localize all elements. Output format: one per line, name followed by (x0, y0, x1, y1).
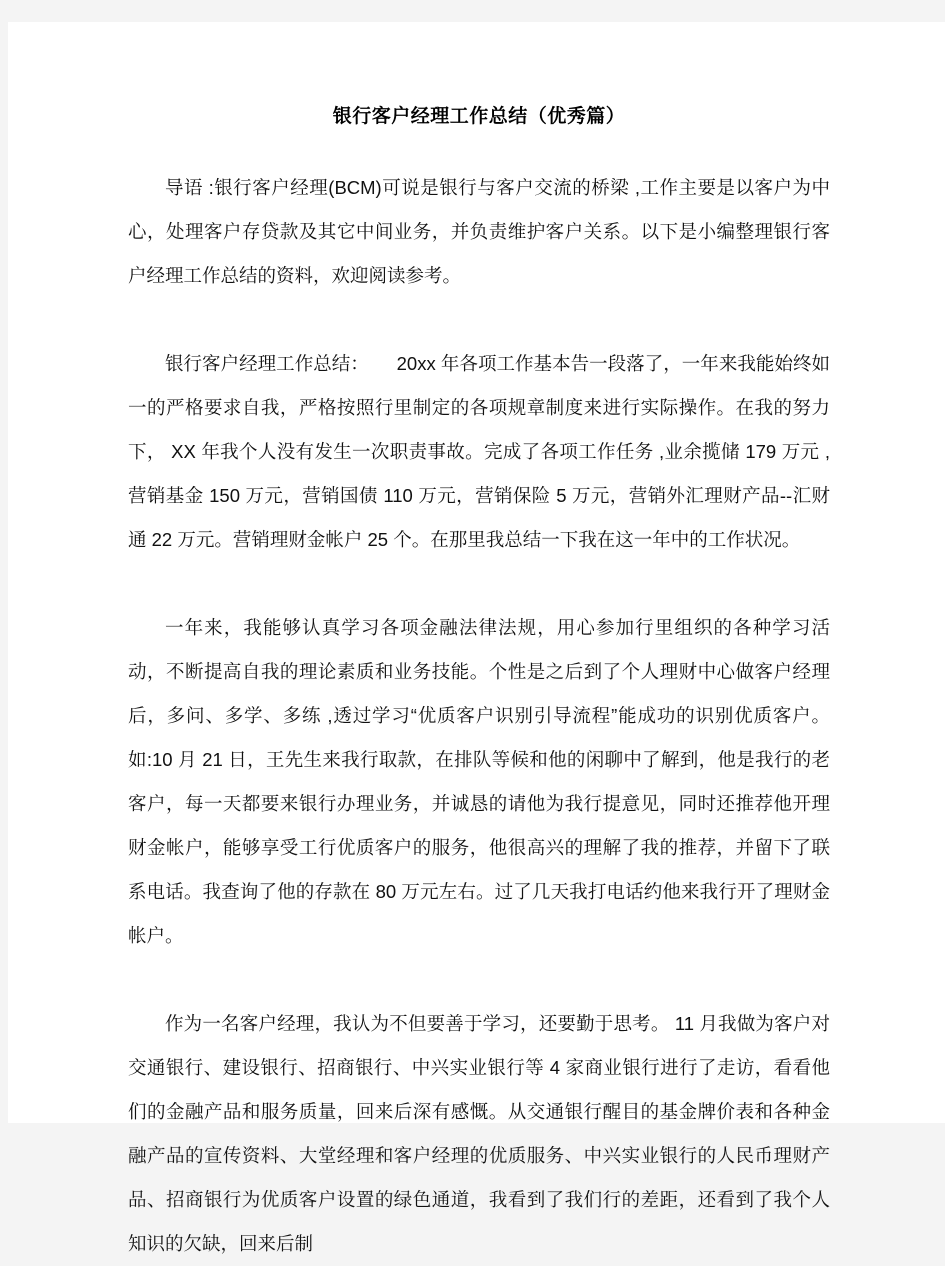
document-body (128, 100, 830, 1266)
page-title: 银行客户经理工作总结（优秀篇） (332, 106, 626, 127)
paragraph-spacer-3 (128, 958, 830, 1002)
paragraph-bank-visits: 作为一名客户经理，我认为不但要善于学习，还要勤于思考。 11 月我做为客户对交通银行、建设银行、招商银行、中兴实业银行等 4 家商业银行进行了走访，看看他们的金融产品和服务质量，回来后深有感慨。从交通银行醒目的基金牌价表和各种金融产品的宣传资料、大堂经理和客户经理的优质服务、中兴实业银行的人民币理财产品、招商银行为优质客户设置的绿色通道，我看到了我们行的差距，还看到了我个人知识的欠缺，回来后制 (128, 1013, 830, 1254)
title-spacer (128, 140, 830, 166)
paragraph-spacer-1 (128, 298, 830, 342)
paragraph-spacer-2 (128, 562, 830, 606)
paragraph-learning: 一年来，我能够认真学习各项金融法律法规，用心参加行里组织的各种学习活动，不断提高自我的理论素质和业务技能。个性是之后到了个人理财中心做客户经理后，多问、多学、多练 ,透过学习“优质客户识别引导流程”能成功的识别优质客户。如:10 月 21 日，王先生来我行取款，在排队等候和他的闲聊中了解到，他是我行的老客户，每一天都要来银行办理业务，并诚恳的请他为我行提意见，同时还推荐他开理财金帐户，能够享受工行优质客户的服务，他很高兴的理解了我的推荐，并留下了联系电话。我查询了他的存款在 80 万元左右。过了几天我打电话约他来我行开了理财金帐户。 (128, 617, 830, 946)
paragraph-summary-overview: 银行客户经理工作总结： 20xx 年各项工作基本告一段落了，一年来我能始终如一的严格要求自我，严格按照行里制定的各项规章制度来进行实际操作。在我的努力下， XX 年我个人没有发生一次职责事故。完成了各项工作任务 ,业余揽储 179 万元 ,营销基金 150 万元，营销国债 110 万元，营销保险 5 万元，营销外汇理财产品--汇财通 22 万元。营销理财金帐户 25 个。在那里我总结一下我在这一年中的工作状况。 (128, 353, 830, 550)
paragraph-intro: 导语 :银行客户经理(BCM)可说是银行与客户交流的桥梁 ,工作主要是以客户为中心，处理客户存贷款及其它中间业务，并负责维护客户关系。以下是小编整理银行客户经理工作总结的资料，欢迎阅读参考。 (128, 177, 830, 286)
document-page (8, 22, 945, 1254)
